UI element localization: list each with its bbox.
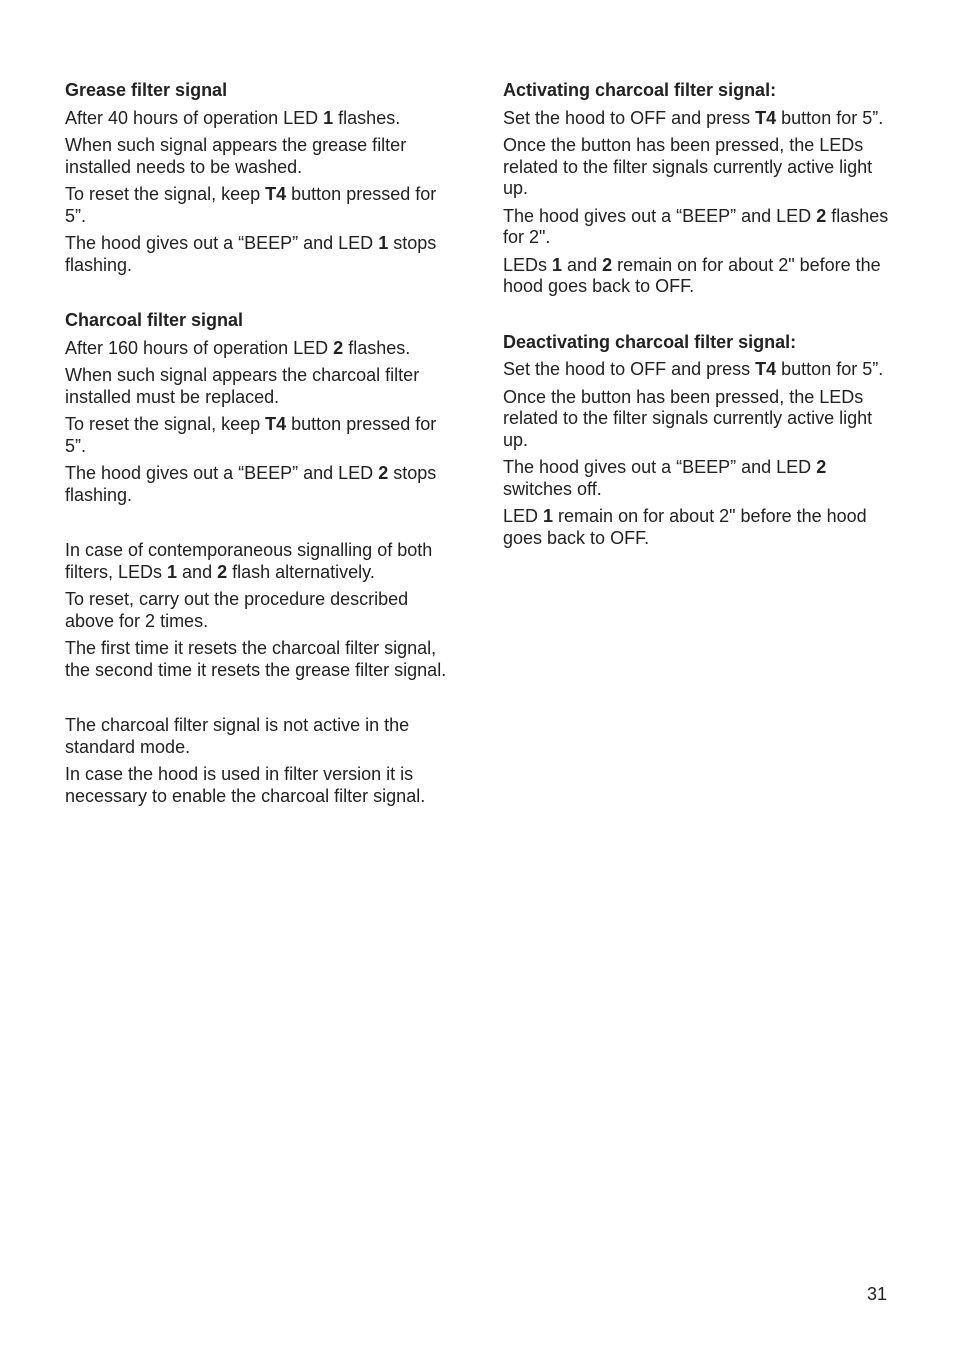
paragraph: The hood gives out a “BEEP” and LED 2 stops flashing. <box>65 463 437 505</box>
page-number: 31 <box>866 1284 887 1304</box>
section-heading: Activating charcoal filter signal: <box>503 80 777 100</box>
paragraph: To reset the signal, keep T4 button pressed for 5”. <box>65 184 437 226</box>
paragraph: LEDs 1 and 2 remain on for about 2" before the hood goes back to OFF. <box>503 254 881 296</box>
section-charcoal-filter <box>65 310 455 506</box>
section-heading: Deactivating charcoal filter signal: <box>503 331 797 352</box>
section-activating-charcoal <box>503 80 893 298</box>
paragraph: Set the hood to OFF and press T4 button for 5”. <box>503 359 884 379</box>
section-both-filters <box>65 540 455 681</box>
section-heading: Charcoal filter signal <box>65 310 244 330</box>
paragraph: The hood gives out a “BEEP” and LED 2 switches off. <box>503 457 827 499</box>
right-column <box>503 80 893 583</box>
left-column <box>65 80 455 841</box>
section-grease-filter <box>65 80 455 276</box>
paragraph: The hood gives out a “BEEP” and LED 1 stops flashing. <box>65 233 437 275</box>
paragraph: To reset the signal, keep T4 button pressed for 5”. <box>65 414 437 456</box>
paragraph: After 160 hours of operation LED 2 flashes. <box>65 337 411 358</box>
paragraph: Once the button has been pressed, the LEDs related to the filter signals currently active light up. <box>503 386 873 450</box>
paragraph: When such signal appears the charcoal filter installed must be replaced. <box>65 365 420 407</box>
paragraph: The charcoal filter signal is not active in the standard mode. <box>65 715 410 757</box>
section-deactivating-charcoal <box>503 332 893 550</box>
paragraph: Set the hood to OFF and press T4 button for 5”. <box>503 107 884 128</box>
paragraph: The first time it resets the charcoal filter signal, the second time it resets the grease filter signal. <box>65 638 447 680</box>
section-standard-mode <box>65 715 455 807</box>
section-heading: Grease filter signal <box>65 80 228 100</box>
paragraph: LED 1 remain on for about 2" before the hood goes back to OFF. <box>503 506 867 548</box>
paragraph: When such signal appears the grease filter installed needs to be washed. <box>65 135 407 177</box>
paragraph: After 40 hours of operation LED 1 flashes. <box>65 107 401 128</box>
paragraph: To reset, carry out the procedure described above for 2 times. <box>65 589 409 631</box>
paragraph: Once the button has been pressed, the LEDs related to the filter signals currently active light up. <box>503 135 873 198</box>
paragraph: The hood gives out a “BEEP” and LED 2 flashes for 2". <box>503 205 889 247</box>
paragraph: In case the hood is used in filter version it is necessary to enable the charcoal filter signal. <box>65 764 426 806</box>
paragraph: In case of contemporaneous signalling of both filters, LEDs 1 and 2 flash alternatively. <box>65 540 433 582</box>
